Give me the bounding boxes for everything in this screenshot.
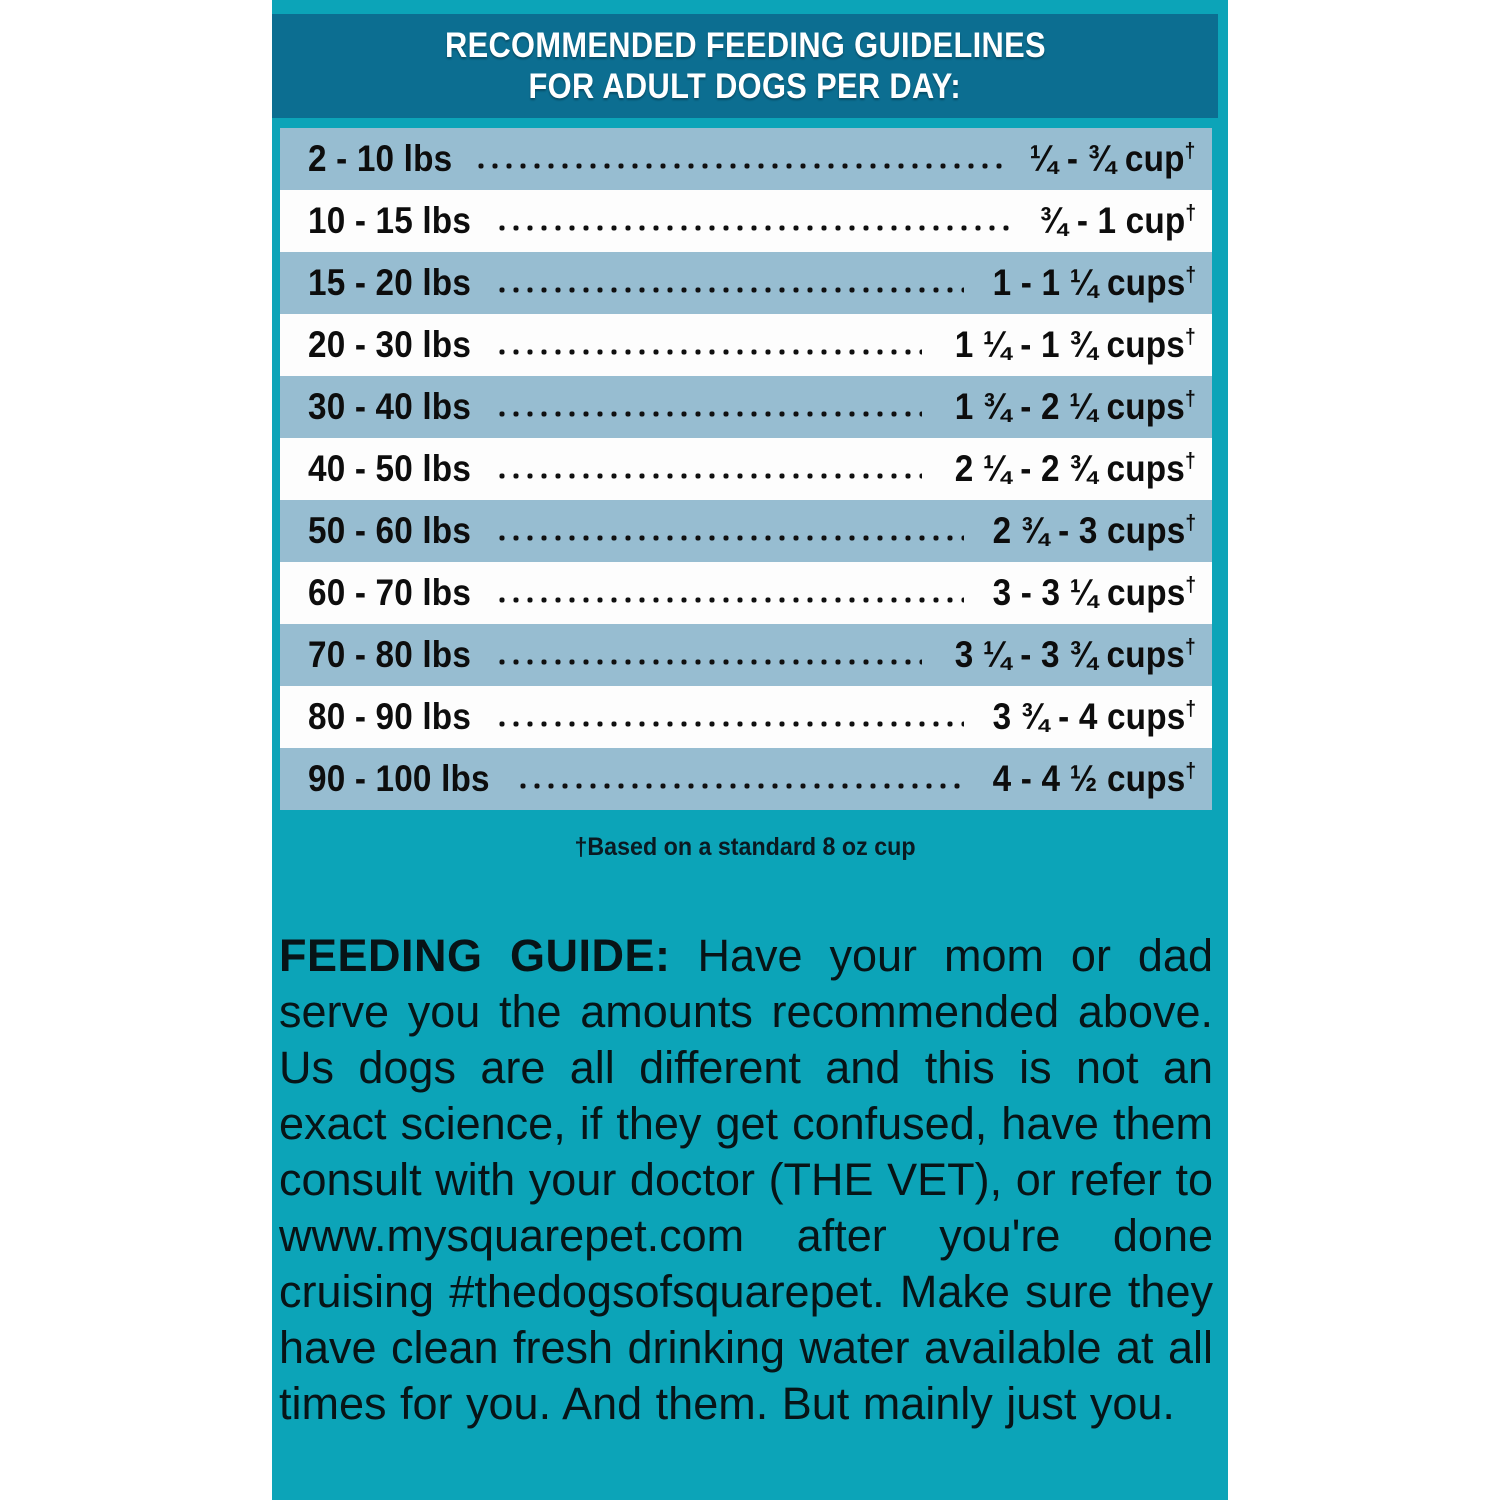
dot-leader xyxy=(495,326,922,364)
table-row xyxy=(280,438,1212,500)
header-title-line-1: RECOMMENDED FEEDING GUIDELINES xyxy=(444,25,1046,65)
amount-value xyxy=(1030,138,1196,180)
weight-range-label: 40 - 50 lbs xyxy=(308,448,472,489)
amount-text: 1 ¼ - 1 ¾ cups xyxy=(954,324,1186,365)
weight-range-label: 30 - 40 lbs xyxy=(308,386,472,427)
weight-range-label: 70 - 80 lbs xyxy=(308,634,472,675)
table-row xyxy=(280,252,1212,314)
table-row xyxy=(280,376,1212,438)
amount-text: 3 ¼ - 3 ¾ cups xyxy=(954,634,1186,675)
dot-leader xyxy=(495,636,922,674)
amount-text: 3 - 3 ¼ cups xyxy=(992,572,1186,613)
weight-range-label: 15 - 20 lbs xyxy=(308,262,472,303)
weight-range-label: 10 - 15 lbs xyxy=(308,200,472,241)
amount-value xyxy=(992,510,1196,552)
dagger-icon: † xyxy=(1185,758,1196,783)
feeding-guide-paragraph xyxy=(279,928,1213,1432)
dot-leader xyxy=(495,202,1016,240)
table-row xyxy=(280,128,1212,190)
amount-value xyxy=(955,448,1196,490)
dagger-icon: † xyxy=(1185,448,1196,473)
amount-value xyxy=(955,634,1196,676)
weight-range-label: 60 - 70 lbs xyxy=(308,572,472,613)
amount-text: ¾ - 1 cup xyxy=(1039,200,1186,241)
feeding-guide-heading: FEEDING GUIDE: xyxy=(279,930,671,981)
dagger-icon: † xyxy=(1185,634,1196,659)
table-row xyxy=(280,624,1212,686)
table-row xyxy=(280,748,1212,810)
dot-leader xyxy=(495,574,964,612)
amount-value xyxy=(992,262,1196,304)
dagger-icon: † xyxy=(1185,510,1196,535)
amount-value xyxy=(992,696,1196,738)
dot-leader xyxy=(474,140,1005,178)
dot-leader xyxy=(495,450,922,488)
table-row xyxy=(280,314,1212,376)
amount-value xyxy=(992,572,1196,614)
dagger-icon: † xyxy=(1185,200,1196,225)
dagger-icon: † xyxy=(1185,138,1196,163)
dagger-icon: † xyxy=(1185,572,1196,597)
amount-text: ¼ - ¾ cup xyxy=(1029,138,1186,179)
header-title-line-2: FOR ADULT DOGS PER DAY: xyxy=(528,67,962,106)
amount-text: 4 - 4 ½ cups xyxy=(992,758,1186,799)
dagger-icon: † xyxy=(1185,386,1196,411)
amount-value xyxy=(1039,200,1196,242)
amount-value xyxy=(955,386,1196,428)
amount-text: 1 - 1 ¼ cups xyxy=(992,262,1186,303)
amount-text: 2 ¼ - 2 ¾ cups xyxy=(954,448,1186,489)
weight-range-label: 80 - 90 lbs xyxy=(308,696,472,737)
amount-text: 1 ¾ - 2 ¼ cups xyxy=(954,386,1186,427)
dagger-icon: † xyxy=(1185,324,1196,349)
dot-leader xyxy=(516,760,964,798)
weight-range-label: 20 - 30 lbs xyxy=(308,324,472,365)
amount-value xyxy=(992,758,1196,800)
dot-leader xyxy=(495,698,964,736)
dot-leader xyxy=(495,388,922,426)
table-row xyxy=(280,500,1212,562)
panel-header xyxy=(272,14,1218,118)
feeding-table xyxy=(280,128,1212,810)
dot-leader xyxy=(495,264,964,302)
table-row xyxy=(280,686,1212,748)
amount-text: 2 ¾ - 3 cups xyxy=(992,510,1186,551)
weight-range-label: 90 - 100 lbs xyxy=(308,758,490,799)
table-row xyxy=(280,190,1212,252)
table-footnote: †Based on a standard 8 oz cup xyxy=(574,833,916,861)
weight-range-label: 50 - 60 lbs xyxy=(308,510,472,551)
table-row xyxy=(280,562,1212,624)
amount-value xyxy=(955,324,1196,366)
weight-range-label: 2 - 10 lbs xyxy=(308,138,453,179)
feeding-guide-body: Have your mom or dad serve you the amounts recommended above. Us dogs are all different and this is not an exact science, if they get confused, have them consult with your doctor (THE VET), or refer to www.mysquarepet.com after you're done cruising #thedogsofsquarepet. Make sure they have clean fresh drinking water available at all times for you. And them. But mainly just you. xyxy=(279,930,1213,1429)
dot-leader xyxy=(495,512,964,550)
dagger-icon: † xyxy=(1185,262,1196,287)
dagger-icon: † xyxy=(1185,696,1196,721)
amount-text: 3 ¾ - 4 cups xyxy=(992,696,1186,737)
